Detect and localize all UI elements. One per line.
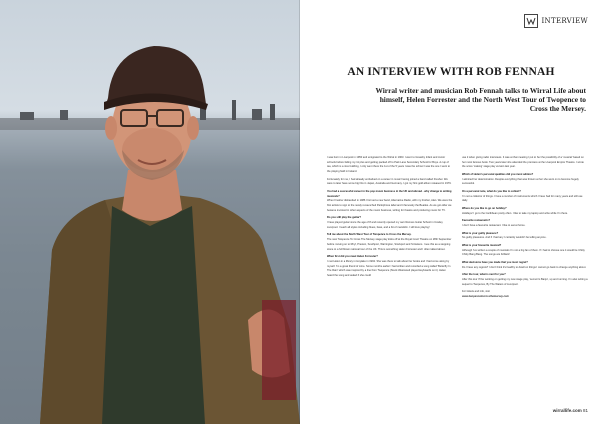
article-paragraph bbox=[462, 261, 588, 270]
article-column-left bbox=[327, 156, 453, 396]
interview-answer: After this tour I'll be working on getting my new stage play, 'Lennon's Banjo', up and running. I'm also writing a sequel to Twopence, By The Waters of Liverpool. bbox=[462, 277, 588, 286]
article-paragraph bbox=[327, 255, 453, 279]
article-paragraph bbox=[327, 216, 453, 230]
interview-answer: Holidays! I go to the Caribbean pretty often. I like to take my laptop and write while I'm there. bbox=[462, 211, 568, 215]
article-paragraph bbox=[462, 207, 588, 216]
article-headline: AN INTERVIEW WITH ROB FENNAH bbox=[347, 66, 555, 78]
article-paragraph bbox=[462, 173, 588, 187]
website-link[interactable]: www.twopencetocrossthemersey.com bbox=[462, 294, 509, 298]
article-paragraph bbox=[327, 156, 453, 175]
article-paragraph bbox=[462, 219, 588, 228]
article-paragraph bbox=[327, 178, 453, 187]
interview-answer: Although I've written a couple of musicals I'm not a big fan of them. If I had to choose one it would be Chitty Chitty Bang Bang. The songs are brilliant! bbox=[462, 248, 585, 257]
interview-question: Which of Helen's personal qualities did you most admire? bbox=[462, 173, 534, 176]
interview-question: On a personal note, what do you like to collect? bbox=[462, 190, 521, 193]
article-paragraph bbox=[327, 233, 453, 252]
interview-answer: use it when giving radio interviews. It was at that meeting I put to her the possibility of a 'musical' based on her most famous book. Two years later she attended the premiere at the Liverpool Empire Theatre. I wrote the score 'making' stage play version last year. bbox=[462, 156, 584, 169]
interview-question: What is your guilty pleasure? bbox=[462, 231, 499, 235]
section-tag bbox=[524, 14, 588, 28]
article-paragraph bbox=[462, 273, 588, 287]
interview-question: Tell me about the North West Tour of Twopence to Cross the Mersey. bbox=[327, 233, 412, 237]
interview-question: After the tour, what is next for you? bbox=[462, 273, 506, 277]
article-paragraph bbox=[462, 244, 588, 258]
interview-answer: When Fresher disbanded in 1986 I formed a new band, Alternative Radio, with my brother, Alan. We were the first artists to sign to the newly re-launched Parlophone label and it famously the Beatles. As we got older we became involved in other aspects of the music business, writing for theatre and producing music for TV. bbox=[327, 199, 453, 212]
article-paragraph bbox=[462, 190, 588, 204]
interview-answer: No guilty pleasures. And if I had any I certainly wouldn't be telling anyone. bbox=[462, 236, 547, 240]
interview-answer: Do I have any regrets? I don't think it's healthy to dwell on things I cannot go back to change anything about. bbox=[462, 265, 587, 269]
interview-answer: I met Helen in a library in Hoylake in 1992. She was there to talk about her books and I had come along by myself. I'm a great friend of mine. Some months earlier I had written and recorded a song called 'Butterfly In The Rain' which was inspired by a line from Twopence (Stuck Westwood played keyboards on it). Helen heard the song and asked if she could bbox=[327, 259, 451, 277]
footer-site: wirrallife.com bbox=[552, 408, 582, 413]
interview-question: You had a successful career in the pop music business in the UK and abroad - why change to writing musicals? bbox=[327, 190, 452, 198]
article-column-right bbox=[462, 156, 588, 396]
interview-answer: For tickets and info, visit bbox=[462, 290, 490, 294]
monogram-logo-icon bbox=[524, 14, 538, 28]
interview-question: Favourite restaurants? bbox=[462, 219, 491, 223]
interview-question: When first did you meet Helen Forrester? bbox=[327, 255, 378, 259]
article-page bbox=[300, 0, 600, 424]
interview-answer: I have played guitar since the age of 8 and recently opened my own Rennes Guitar School in Cowley Liverpool. I teach all styles including blues, bass, and a bit of mandolin. I still love playing! bbox=[327, 221, 443, 229]
footer-page-number: 81 bbox=[582, 408, 588, 413]
interview-question: Do you still play the guitar? bbox=[327, 216, 362, 220]
interview-answer: I don't have a favourite restaurant. I like to eat at home. bbox=[462, 224, 526, 227]
page-footer bbox=[553, 408, 588, 413]
interview-answer: I'm not a collector of things. I have a number of instruments which I have had for many years and still use daily. bbox=[462, 194, 583, 203]
interview-answer: The new Twopence To Cross The Mersey stage play kicks off at the Royal Court Theatre on 28th September before moving on to Rhyl, Preston, Southport, Warrington, Stockport and St Helens. I see this as a stepping stone to a full blown national tour of the UK. This is something Helen Forrester and I often talked about. bbox=[327, 238, 452, 251]
interview-answer: Fortunately for me, I had already embarked on a career in music having joined a band called Fresher. We were to later have some big hits in Japan, Australia and Germany. I got my first gold album released in 1979. bbox=[327, 177, 452, 186]
interview-question: Where do you like to go on holiday? bbox=[462, 207, 507, 210]
interview-answer: I admired her determination. Despite everything that was thrown at her she went on to become hugely successful. bbox=[462, 177, 579, 186]
article-paragraph bbox=[462, 290, 588, 299]
interview-question: What decisions have you made that you most regret? bbox=[462, 260, 528, 264]
article-body bbox=[327, 156, 589, 396]
interview-question: What is your favourite musical? bbox=[462, 243, 502, 247]
section-label: INTERVIEW bbox=[541, 17, 588, 25]
article-paragraph bbox=[327, 190, 453, 214]
article-paragraph bbox=[462, 232, 588, 241]
interview-answer: I was born in Liverpool in 1950 and emigrated to the Wirral in 1963. I went to Grassby Infant and Junior schools before failing my 11 plus and getting packed off to Park Lane Secondary School for Boys. A cup of tea, which is a nice building, I only went there the 1st of the 5 years I was the school I was the one I went to the playing field in Ireland. bbox=[327, 156, 450, 174]
article-standfirst: Wirral writer and musician Rob Fennah talks to Wirral Life about himself, Helen Forrester and the North West Tour of Twopence to Cross the Mersey. bbox=[375, 86, 586, 114]
article-paragraph bbox=[462, 156, 588, 170]
